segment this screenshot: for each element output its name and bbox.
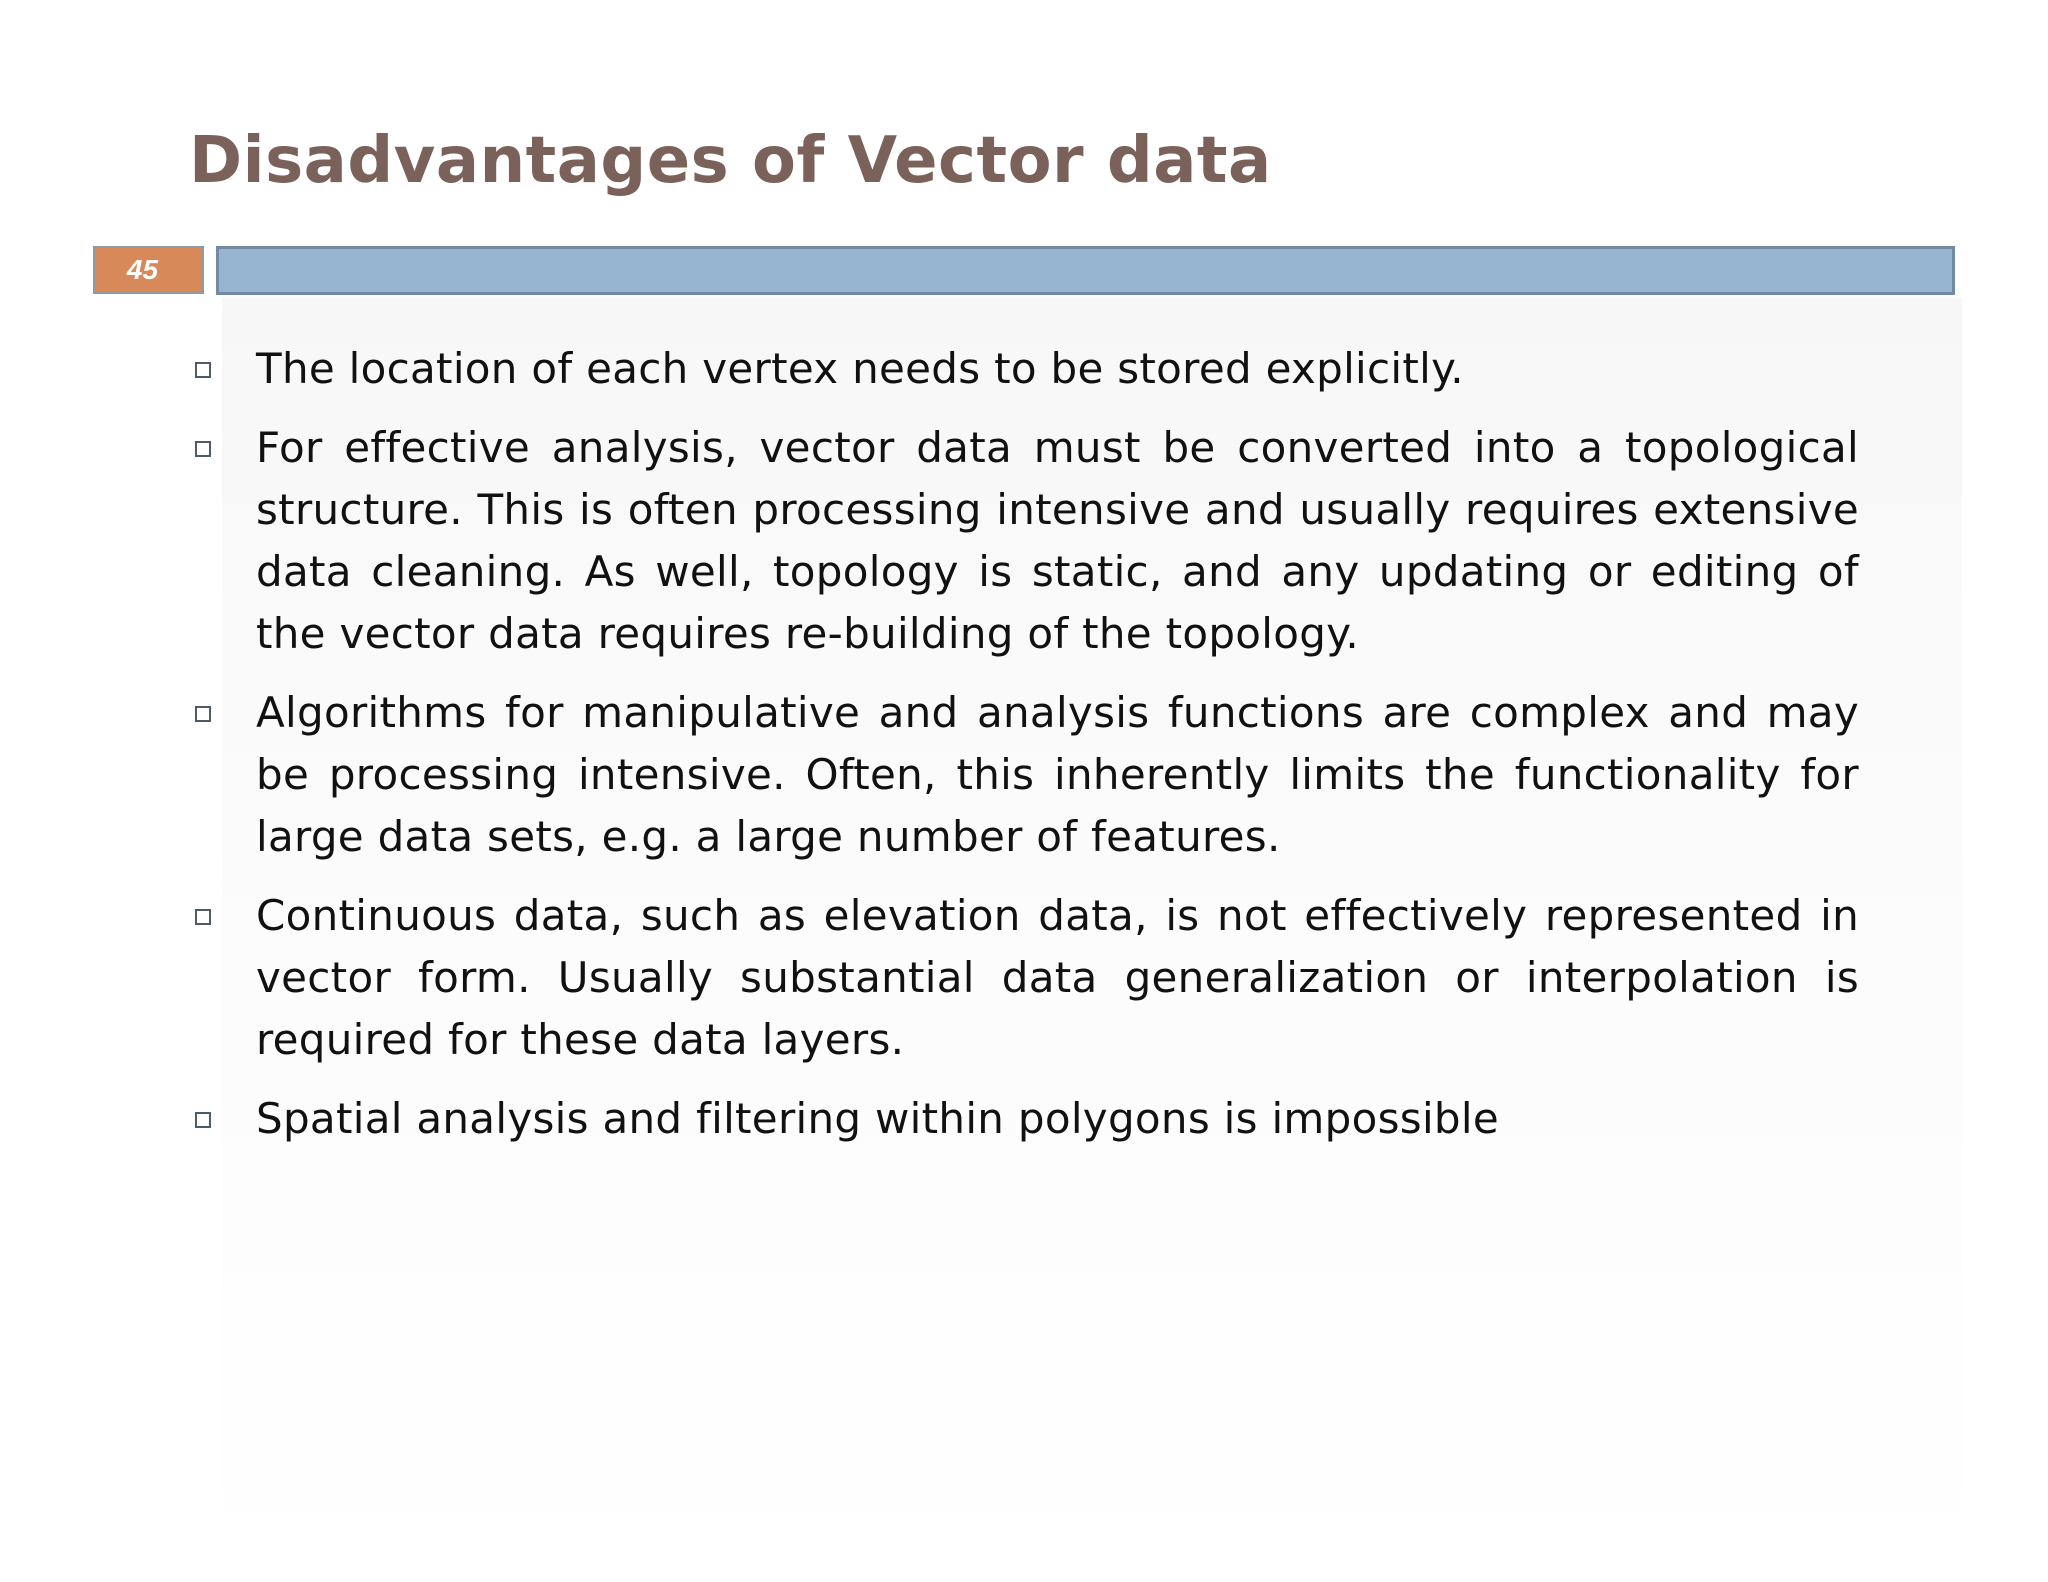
square-bullet-icon [195,706,211,722]
bullet-item [189,338,1859,400]
bullet-text: Continuous data, such as elevation data, is not effectively represented in vector form. Usually substantial data generalization or interpolation is required for these data layers. [256,891,1859,1064]
slide-title: Disadvantages of Vector data [189,124,1272,198]
bullet-item [189,885,1859,1071]
bullet-text: The location of each vertex needs to be stored explicitly. [256,344,1464,393]
slide-number-badge: 45 [93,246,204,294]
bullet-text: Spatial analysis and filtering within polygons is impossible [256,1094,1499,1143]
bullet-item [189,682,1859,868]
title-underline-bar [216,246,1955,295]
bullet-text: Algorithms for manipulative and analysis functions are complex and may be processing intensive. Often, this inherently limits the functionality for large data sets, e.g. a large number of features. [256,688,1859,861]
square-bullet-icon [195,441,211,457]
bullet-item [189,1088,1859,1150]
square-bullet-icon [195,362,211,378]
bullet-list [189,338,1859,1167]
square-bullet-icon [195,1112,211,1128]
bullet-item [189,417,1859,665]
bullet-text: For effective analysis, vector data must be converted into a topological structure. This is often processing intensive and usually requires extensive data cleaning. As well, topology is static, and any updating or editing of the vector data requires re-building of the topology. [256,423,1859,658]
square-bullet-icon [195,909,211,925]
